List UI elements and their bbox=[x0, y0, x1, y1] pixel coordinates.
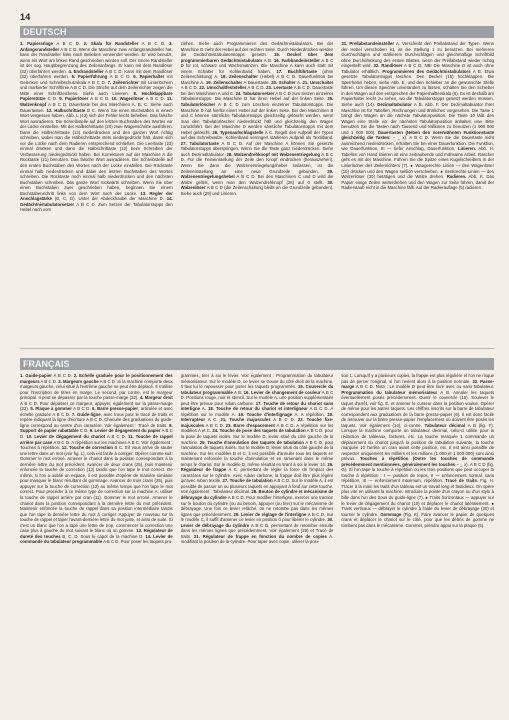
section-divider bbox=[20, 348, 494, 349]
text-column: 1. Guide-papier A B C D. 2. Echelle graduée pour le positionnement des margeurs A B C D. 3. Margeurs gauche A B C D. Si la machine comporte deux margeurs gauche, celui situé à l'extrême gauche ne peut être déplacé. Il s'utilise pour l'inscription de titres en marge. Le second, par contre, est le margeur principal. Il peut se dépasser par la touche passe-marge (32). 4. Margeur droit A B C D. Pour dépasser ce margeur, appuyer, également sur la passe-marge (32). 5. Plaque à gommer A B C D. 6. Barre presse-papier, articulée et avec échelle graduée A B C D. 7. Guide-ligne, avec trous pour le tracé de traits et repère indiquant la ligne d'écriture A B C D. Chacune des graduations du guide-ligne correspond au centre d'un caractère. Voir également : Tracé de traits. 8. Support de papier rabattable C D. 9. Levier de dégagement du papier A B C D. 10. Levier de dégagement du chariot A B C D. 11. Touche de rappel arrière par case A B C D. A répétition sur les machines A B C. Voir également : Touches à répétition. 12. Touche de correction B C. S'il vous arrive de sauter une lettre dans un mot (voir fig. L), cela est facile à corriger. Opérer comme suit: Gommer le mot erroné. Amener le chariot dans la position correspondant à la dernière lettre du mot précédent. Avancer de deux crans (25), puis maintenir enfoncée la touche de correction (12) tandis que l'on tape le mot correct. De même, si l'on a oublié un espace, il est possible d'opérer de manière similaire pour masquer le blanc résultant du gommage. Avancer de trois crans (25), puis appuyer sur la touche de correction (12) au même temps que l'on tape le mot correct. Pour procéder à ce même type de correction sur la machine A, utiliser la touche de rappel arrière par cran (11). Gommer le mot erroné. Amener le chariot dans la position correspondant à la dernière lettre du mot précédent. Maintenir enfoncée la touche de rappel dans sa position intermédiaire tandis que l'on tape la dernière lettre du mot à corriger. Appuyer de nouveau sur la touche de rappel et taper l'avant-dernière lettre du mot juste, et ainsi de suite. Si c'est un blanc que l'on a tapé une lettre de trop, commencer la correction une case plus à gauche du mot suivant le blanc où on gomme. 13. Régulateur de dureté des touches B, C, D. Sous le capot de la machine D. 14. Levier de commande du tabulateur programmable A B C D. Pour poser les taquets pro- bbox=[20, 373, 173, 545]
columns-francais bbox=[20, 373, 494, 711]
section-heading-deutsch: DEUTSCH bbox=[20, 26, 494, 38]
page-number: 14 bbox=[20, 12, 31, 22]
text-column: tion 1. Lorsqu'il y a plusieurs copies, la frappe est plus régulière et l'on ne risque pas de percer l'original, si l'on revient alors à la position normale. 32. Passe-marge A B C D. Nota : Le modèle D peut être livré avec ou sans tabulateur. Programmation du tabulateur mémorisateur A B. Annuler les taquets éventuellement posés précédemment. Ouvrir le couvercle (15). Soulever le taquet d'arrêt, voir fig. E, et amener le curseur dans la position voulue. Opérer de même pour les autres taquets. Les chiffres inscrits sur la barre de tabulateur correspondent aux graduations de la barre presse-papier (6). Il est donc facile de retrouver sur la barre presse-papier l'emplacement où doivent être posés les taquets. Voir également (14), ci-contre. Tabulateur décimal A B (fig. F). Lorsque la machine comporte un tabulateur décimal, celui-ci utilise pour la rédaction de tableaux, factures, etc. La touche marquée 1 commande un déplacement du chariot jusqu'à la position de tabulation suivante, la touche marquée 10 l'arrête un cran avant cette position, etc. Il est ainsi possible de respecter uniquement les milliers et les millions (1 000 et 1 000 000) sont ainsi prévus. Touches à répétition (Outre les touches de commande précédemment mentionnées, généralement les touches – _ x). A B C D (fig. G). Si l'on tape la touche à répétition ou les trois positions que peut occuper la touche à répétition : I — position de repos, II — enfoncement normal, sans répétition, III — enfoncement maximum, répétition. Tracé de traits. Fig. H. Tracer à la main les traits d'un tableau est un travail long et fastidieux. On opère plus vite en utilisant la machine. Introduire la pointe d'un crayon ou d'un stylo à bille dans l'un des trous du guide-ligne (7). ● Traits horizontaux — appuyer sur le levier de dégagement du chariot (10) et déplacer le chariot latéralement. ● Traits verticaux — débrayer le cylindre à l'aide du levier de débrayage (30) et tourner le cylindre. Gommage (Fig. K). Faire avancer le papier de quelques crans et déplacer le chariot sur le côté, pour que les débris de gomme ne tombent pas dans le mécanisme. Gommer, prendre appui sur la plaque (5). bbox=[341, 373, 495, 528]
text-column: grammes, tirer à soi le levier. Voir également : Programmation du tabulateur mémorisateur. Sur le modèle D, ce levier se trouve du côté droit de la machine. Il faut lui le repousser pour poser les taquets programmés. 15. Couvercle du tabulateur programmable A B. 16. Levier de changement de couleur A B C D. Positions rouge, noir et stencil. Sur le modèle A, une position supplémentaire peut être prévue pour ruban carbone. 17. Touche de retour du chariot sans interligne A. 18. Touche de retour du chariot et interligneur A B C D. A répétition sur le modèle A. 19. Touche d'interlignage A. A répétition. 20. Interrupteur A C. 21. Touche majuscules A B C D. 22. Touche fixe-majuscules A B C D. 23. Barre d'espacement A B C D. A répétition sur les modèles A et C. 24. Touche de pose des taquets de tabulation A B C D. pour la pose de taquets isolés. Sur le modèle D, levier situé du côté gauche de la machine. 25. Touche d'annulation des taquets de tabulation A B C D. pour l'annulation de taquets isolés. Sur le modèle D, levier situé du côté gauche de la machine. Sur les modèles B et C, il est possible d'annuler tous les taquets en maintenant enfoncée la touche d'annulation et en ramenant dans le même temps le chariot. Sur le modèle D, même résultat en tirant à soi le levier 14. 26. Régulateur de frappe A C. permettant de régler la force de l'impact des caractères sur le cylindre. Avec ruban carbone, la frappe doit être plus légère qu'avec ruban textile. 27. Touche de tabulation A B C D. Sur le modèle A, il est possible de passer un ou plusieurs taquets en appuyant à fond sur cette touche. Voir également : Tabulateur décimal. 28. Bouton de cylindre et mécanisme de débrayage du cylindre A B C D. Pour modifier l'interligne, exercer une traction sur le bouton du cylindre (ou au besoin, appuyer (ou tirer) sur le mécanisme de débrayage. Une fois ce levier relâché, on ne retombe pas dans les mêmes lignes que précédemment. 29. Levier de réglage de l'interligne A B C D. Sur le modèle C, il suffit d'amener ce levier en position 0 pour libérer le cylindre. 30. Levier de débrayage du cylindre A B C D. permettant de retomber ensuite dans les mêmes lignes que précédemment. Voir également (29) et Tracé de traits. 31. Régulateur de frappe en fonction du nombre de copies A. modifiant la position de la cylindre. Pour taper avec copie, utiliser la posi- bbox=[180, 373, 334, 545]
columns-deutsch bbox=[20, 41, 494, 341]
section-francais bbox=[20, 358, 494, 713]
text-column: 31. Prellabstandeinsteller A. Verschiebt den Prellabstand der Typen. Wenn der Hebel verschoben ist, ist die Stellung 1 zu benutzen. Bei mehreren Durchschlägen und stärkerem Durchschlagen und gleichmäßige Schriftbild ohne Durchdrückung des ersten Blattes, wenn der Prellabstand wieder richtig eingestellt wird. 32. Randlöser A B C D. NB! Die Maschine D ist auch ohne Tabulator erhältlich. Programmieren des Gedächtnistabulators A B. Etwa gesetzte Tabulatorstopps löschen. Den Deckel (15) hochklappen. Die Sperrhebel heben, siehe Abb. E, und den Schieber an die gewünschte Stelle führen. Um diesen Speicher unverändert zu lassen, schalten Sie den Schieber in den Wagen auf den entsprechen der Papierhaltterskala (6). Es ist deshalb am Papierhalter leicht zu sehen, wo die Tabulatorstopps gesetzt werden müssen. Siehe auch (14). Dezimaltabulator A B. Abb. F. Der Dezimaltabulator Ihrer Maschine ist für Tabellen, Rechnungen und ähnliches vorgesehen. Die Taste 1 bringt den Wagen an die nächste Tabulatorposition. Die Taste 10 läßt den Wagen eine Stelle vor der nächsten Tabulatorposition anhalten usw. Bitte benutzen Sie die Tasten nach Tausend und Millionen zu benutzen (1 000 000 und 1 000 000). Dauertasten (Neben den vorerwähnten Funktionstaste gleichzeitig die Tasten: – _ x). A B C D. Wenn Sie die Dauertaste nicht ausreichend niederdrücken, erhalten Sie bei einer Dauerfunktion. Die Funktion, wie Dauerfunktion, III — tiefer Anschlag, Dauerfunktion. Linieren. Abb. H. Tabellen von Hand linieren ist eine zeitraubende und mühsame Arbeit. Rascher geht es mit der Maschine. Führen Sie die Spitze eines Kugelschreibers in der Linierlöcher des Zeilenrichters (7). ● Waagerechte Linien — den Wagenlöser (10) drücken und den Wagen seitlich verschieben. ● Senkrechte Linien — den Walzenlöser (30) betätigen und die Walze drehen. Radieren. Abb. K. Das Papier einige Zeilen weiterdrehen und den Wagen zur Seite führen, damit der Radierstaub nicht in die Maschine fällt. Auf der Radierauflage (5) radieren. bbox=[341, 41, 495, 191]
text-column: 1. Papierarlage A B C D. 2. Skala für Randsteller A B C D. 3. Anfangsrandsteller A B C D. Wenn die Maschine zwei Anfangsrandsteller hat, kann der Randsteller links nach Belieben verwendet werden. Er wird benutzt, wenn ein Wort am linken Rand geschrieben werden soll. Der innere Randsteller ist der sog. Hauptbegrenzung des Zeilenanfangs. Er kann mit dem Randlöser (32) überfahren werden. 4. Endrandsteller A B C D. Kann mit dem Randlöser (32) überfahren werden. 5. Papierführung A B C D. 6. Papierhalter mit Gelenken und Schreibschutzskala A B C D. 7. Zeilenrichter mit Linierlöchern und markierter Schriftlinie A B C D. Die Striche auf dem Zeilenrichter zeigen die Mitte einer Schriftzeichens. Siehe auch Linieren. 8. Hochklappbare Papierstütze C D. 9. Papierlöser A B C D. 10. Wagenlöser A B C D. 11. Walzenknopf A B C D. Dauertaste bei den Maschinen A, B, C. Siehe auch Dauertasten. 12. Halbschrittaste B C. Wenn Sie einen Buchstaben in einem Wort vergessen haben, Abb. L (43) sich der Fehler leicht beheben. Das falsche Wort ausradieren. Die Schreibstelle auf den letzten Buchstaben des Wortes vor der Lücke einstellen. Mit der Halbschrittaste (20) zwei Wagenschritte ausführen. Dann die Halbschrittaste (12) niederdrücken und den ganzen Wort richtig schreiben, wobei man die Halbschrittaste stets niedergedrückt hält, damit sich vor die Lücke nach dem Radieren entsprechend schließen. Die Leertaste (23) einmal drücken und dann die Halbschrittaste (12) beim Schreiben der Verbesserung niedergedrückt halten. Bei Korrekturen auf der Maschine A die Rücktaste (21) benutzen. Das falsche Wort ausradieren. Die Schreibstelle auf den ersten Buchstaben des Wortes nach der Lücke einstellen. Die Rücktaste einmal halb niederdrücken und dabei den letzten Buchstaben des Wortes schreiben. Die Rücktaste noch einmal halb niederdrücken und den nächsten Buchstaben schreiben. Das ganze Wort rückwärts schreiben. Wenn Sie über einen Buchstaben zwei geschrieben haben, beginnen Sie einem Buchstabenschritt links von dem Wort nach der Lücke. 13. Regler der Anschlagstärke (B, C, D). Unter der Abdeckhaube der Maschine D. 14. Gedächtnistabulatorsetzer A B C D. Zum Setzen der Tabulatorstopps den Hebel nach vorn bbox=[20, 41, 173, 213]
section-heading-francais: FRANÇAIS bbox=[20, 358, 494, 370]
text-column: ziehen. Siehe auch Programmieren des Gedächtnistabulators. Bei der Maschine D zieht der Hebel auf der rechten Seite. Durch Niederdrücken werden die Gedächtnistabulatorstopps gesetzt. 15. Deckel über dem programmierbaren Gedächtnistabulator A B. 16. Farbbandeinsteller A B C D für rot, schwarz und Wachsmatrizen. Die Maschine A kann auch statt mit einem Schalter für Kohlenband haben. 17. Buchführtaste (ohne Zeilenschaltung) A. 18. Zeilenschalter (Hebel) A B C D. Dauerfunktion bei Maschine A. 19. Zeilenschalter A Dauertaste. 20. Schalter A. 21. Umschalter A B C D. 22. Umschaltfeststeller A B C D. 23. Leertaste A B C D. Dauertaste bei den Maschinen A und C. 24. Tabulatorsetzer A B C D zum Setzen einzelner Tabulatorstopps. Die Maschine D hat ihren Hebel auf der linken Seite. 25. Tabulatorlöscher A B C D zum Löschen einzelner Tabulatorstopps. Die Maschine D hat hierfür einen Hebel auf der linken Seite. Bei den Maschinen B und C können sämtliche Tabulatorstopps gleichzeitig gelöscht werden, wenn man den Tabulatorlöscher niederdrückt hält und gleichzeitig den Wagen zurückführt. Bei der Maschine D werden sämtliche Tabulatorstopps mit dem Hebel gelöscht. 26. Typenaufschlagstelle A C. Regelt den Aufprall der Typen auf das Schreibwalze. Kohlenband verringert stärkeren Aufprall als Textilband. 27. Tabulatortaste A B C D. Auf der Maschine A können Sie gesetzte Tabulatorstopps überspringen. Wenn Sie die Taste ganz niederdrücken. Siehe auch Dezimaltabulator. 28. Walzendrehknopf mit Walzenentriegelung A B C D. Für die Feineinstellung der Zeile den Knopf eindrücken (herausziehen). Wenn Sie dann die Walzenentriegelungshebel loslassen, ist die Zeileneinstellung an eine neue Grundzeile gebunden. 29. Walzenentriegelungshebel A B C D. Bei den Maschinen C und D wird die Walze gelöst, wenn man den Walzendrehknopf (28) auf 0 stellt. 30. Walzenlöser A B C D (die Zeilenschaltung bleibt an die Grundzeile gebunden). Siehe auch (29) und Linieren. bbox=[180, 41, 334, 196]
section-deutsch bbox=[20, 26, 494, 343]
